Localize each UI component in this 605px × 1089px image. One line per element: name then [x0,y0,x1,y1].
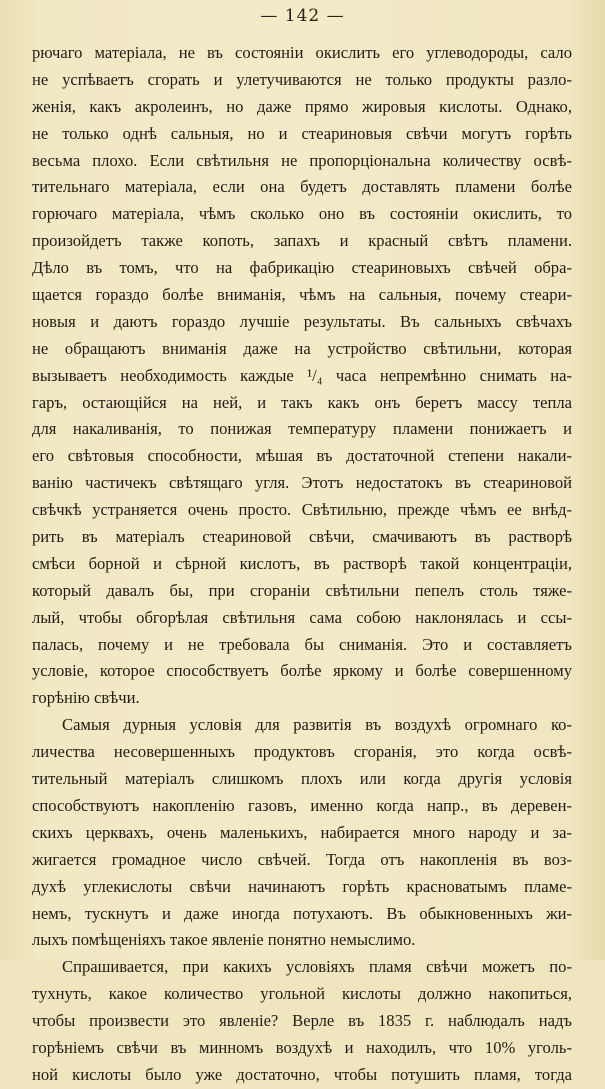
text-line: тухнуть, какое количество угольной кислоты должно накопиться, [32,984,572,1004]
text-line: скихъ церквахъ, очень маленькихъ, набирается много народу и за- [32,822,572,842]
text-line: произойдетъ также копоть, запахъ и красный свѣтъ пламени. [32,231,572,251]
text-line: духѣ углекислоты свѣчи начинаютъ горѣть красноватымъ пламе- [32,876,572,896]
text-line: личества несовершенныхъ продуктовъ сгоранія, это когда освѣ- [32,742,572,762]
text-line: не успѣваетъ сгорать и улетучиваются не только продукты разло- [32,69,572,89]
text-line: для накаливанія, то понижая температуру пламени понижаетъ и [32,419,572,439]
text-line: рить въ матеріалъ стеариновой свѣчи, смачиваютъ въ растворѣ [32,527,572,547]
text-line: тительный матеріалъ слишкомъ плохъ или когда другія условія [32,769,572,789]
text-line: смѣси борной и сѣрной кислотъ, въ растворѣ такой концентраціи, [32,553,572,573]
text-line: щается гораздо болѣе вниманія, чѣмъ на сальныя, почему стеари- [32,285,572,305]
text-line: который давалъ бы, при сгораніи свѣтильни пепелъ столь тяже- [32,580,572,600]
text-line: гаръ, остающійся на ней, и такъ какъ онъ беретъ массу тепла [32,392,572,412]
text-line: тительнаго матеріала, если она будетъ доставлять пламени болѣе [32,177,572,197]
text-line: горѣніемъ свѣчи въ минномъ воздухѣ и находилъ, что 10% уголь- [32,1037,572,1057]
text-line: условіе, которое способствуетъ болѣе яркому и болѣе совершенному [32,661,572,681]
text-line: немъ, тускнутъ и даже иногда потухаютъ. Въ обыкновенныхъ жи- [32,903,572,923]
text-line: палась, почему и не требовала бы сниманія. Это и составляетъ [32,634,572,654]
text-line: не только однѣ сальныя, но и стеариновыя свѣчи могутъ горѣть [32,123,572,143]
text-line: жигается громадное число свѣчей. Тогда отъ накопленія въ воз- [32,849,572,869]
text-line: вызываетъ необходимость каждые ¹/₄ часа непремѣнно снимать на- [32,365,572,385]
text-line: ной кислоты было уже достаточно, чтобы потушить пламя, тогда [32,1064,572,1084]
page-number: — 142 — [260,6,345,26]
text-line: Самыя дурныя условія для развитія въ воздухѣ огромнаго ко- [62,715,572,735]
text-line: способствуютъ накопленію газовъ, именно когда напр., въ деревен- [32,795,572,815]
text-line: весьма плохо. Если свѣтильня не пропорціональна количеству освѣ- [32,150,572,170]
text-line: свѣчкѣ устраняется очень просто. Свѣтильню, прежде чѣмъ ее внѣд- [32,500,572,520]
text-line: Дѣло въ томъ, что на фабрикацію стеариновыхъ свѣчей обра- [32,258,572,278]
text-line: не обращаютъ вниманія даже на устройство свѣтильни, которая [32,338,572,358]
text-line: женія, какъ акролеинъ, но даже прямо жировыя кислоты. Однако, [32,96,572,116]
text-line: лый, чтобы обгорѣлая свѣтильня сама собою наклонялась и ссы- [32,607,572,627]
text-line: новыя и даютъ гораздо лучшіе результаты. Въ сальныхъ свѣчахъ [32,311,572,331]
body-text [32,40,572,1089]
text-line: ванію частичекъ свѣтящаго угля. Этотъ недостатокъ въ стеариновой [32,473,572,493]
text-line: его свѣтовыя способности, мѣшая въ достаточной степени накали- [32,446,572,466]
text-line: Спрашивается, при какихъ условіяхъ пламя свѣчи можетъ по- [62,957,572,977]
text-line: горѣнію свѣчи. [32,688,140,708]
text-line: лыхъ помѣщеніяхъ такое явленіе понятно немыслимо. [32,930,416,950]
text-line: чтобы произвести это явленіе? Верле въ 1835 г. наблюдалъ надъ [32,1011,572,1031]
text-line: рючаго матеріала, не въ состояніи окислить его углеводороды, сало [32,43,572,62]
text-line: горючаго матеріала, чѣмъ сколько оно въ состояніи окислить, то [32,204,572,224]
